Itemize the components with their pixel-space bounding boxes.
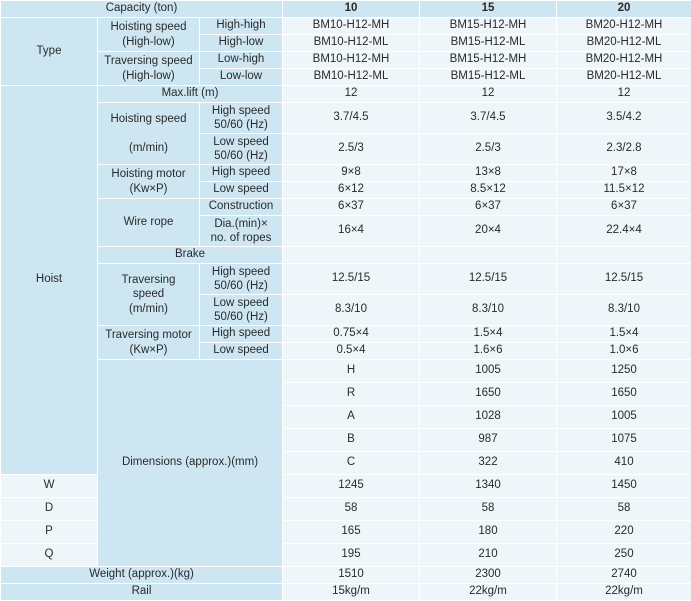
value-cell: 322 (420, 452, 557, 475)
value-cell: 2300 (420, 567, 557, 584)
speed-mode-label (200, 134, 283, 165)
value-cell: 12 (557, 86, 691, 103)
table-row (1, 18, 691, 35)
value-cell: 2740 (557, 567, 691, 584)
value-cell: 58 (283, 498, 420, 521)
dimension-key: D (1, 498, 98, 521)
model-cell: BM20-H12-ML (557, 35, 691, 52)
value-cell: 1.5×4 (420, 326, 557, 343)
table-row (1, 103, 691, 134)
label-line: 50/60 (Hz) (214, 150, 268, 162)
construction-label: Construction (200, 199, 283, 216)
value-cell: 195 (283, 544, 420, 567)
label-line: (Kw×P) (129, 344, 167, 356)
value-cell: 12.5/15 (557, 264, 691, 295)
dia-ropes-label (200, 216, 283, 247)
type-label: Type (1, 18, 98, 86)
value-cell: 6×37 (420, 199, 557, 216)
value-cell: 9×8 (283, 165, 420, 182)
hoist-label: Hoist (1, 86, 98, 475)
model-cell: BM10-H12-ML (283, 69, 420, 86)
dimension-key: B (283, 429, 420, 452)
value-cell: 22kg/m (420, 584, 557, 601)
value-cell: 1650 (420, 383, 557, 406)
max-lift-label: Max.lift (m) (98, 86, 283, 103)
value-cell: 1450 (557, 475, 691, 498)
value-cell (557, 247, 691, 264)
table-row (1, 52, 691, 69)
value-cell: 180 (420, 521, 557, 544)
label-line: Dia.(min)× (214, 218, 267, 230)
value-cell: 12.5/15 (283, 264, 420, 295)
value-cell: 15kg/m (283, 584, 420, 601)
value-cell: 12 (420, 86, 557, 103)
model-cell: BM20-H12-MH (557, 52, 691, 69)
value-cell: 1250 (557, 360, 691, 383)
capacity-value: 20 (557, 1, 691, 18)
value-cell: 3.5/4.2 (557, 103, 691, 134)
speed-mode-label (200, 103, 283, 134)
hoisting-motor-label (98, 165, 200, 199)
value-cell (283, 247, 420, 264)
table-row (1, 584, 691, 601)
model-cell: BM15-H12-ML (420, 69, 557, 86)
value-cell: 1.5×4 (557, 326, 691, 343)
value-cell: 8.3/10 (420, 295, 557, 326)
speed-mode-label: High speed (200, 326, 283, 343)
value-cell: 22.4×4 (557, 216, 691, 247)
value-cell: 20×4 (420, 216, 557, 247)
value-cell: 1.6×6 (420, 343, 557, 360)
table-row (1, 567, 691, 584)
label-line: High speed (212, 266, 270, 278)
label-line: Traversing motor (105, 329, 192, 341)
value-cell: 22kg/m (557, 584, 691, 601)
value-cell: 2.5/3 (283, 134, 420, 165)
value-cell: 8.3/10 (283, 295, 420, 326)
capacity-value: 10 (283, 1, 420, 18)
brake-label: Brake (98, 247, 283, 264)
value-cell: 1005 (420, 360, 557, 383)
value-cell: 16×4 (283, 216, 420, 247)
table-row (1, 86, 691, 103)
table-row (1, 165, 691, 182)
value-cell: 1340 (420, 475, 557, 498)
label-line: 50/60 (Hz) (214, 280, 268, 292)
value-cell: 0.5×4 (283, 343, 420, 360)
rail-label: Rail (1, 584, 283, 601)
type-mode: High-low (200, 35, 283, 52)
label-line: (Kw×P) (129, 183, 167, 195)
traversing-speed-label (98, 264, 200, 326)
value-cell: 1005 (557, 406, 691, 429)
value-cell: 1.0×6 (557, 343, 691, 360)
value-cell: 6×12 (283, 182, 420, 199)
value-cell: 410 (557, 452, 691, 475)
dimension-key: W (1, 475, 98, 498)
value-cell: 210 (420, 544, 557, 567)
header-row (1, 1, 691, 18)
value-cell: 1075 (557, 429, 691, 452)
dimensions-label: Dimensions (approx.)(mm) (98, 360, 283, 567)
label-line: High speed (212, 105, 270, 117)
type-mode: High-high (200, 18, 283, 35)
traversing-motor-label (98, 326, 200, 360)
wire-rope-label: Wire rope (98, 199, 200, 247)
capacity-value: 15 (420, 1, 557, 18)
value-cell: 58 (557, 498, 691, 521)
model-cell: BM20-H12-ML (557, 69, 691, 86)
type-mode: Low-high (200, 52, 283, 69)
label-line: 50/60 (Hz) (214, 119, 268, 131)
model-cell: BM20-H12-MH (557, 18, 691, 35)
value-cell: 12.5/15 (420, 264, 557, 295)
label-line: Hoisting speed (110, 113, 186, 125)
model-cell: BM15-H12-MH (420, 18, 557, 35)
dimension-key: A (283, 406, 420, 429)
hoisting-speed-label (98, 103, 200, 165)
label-line: (High-low) (122, 70, 174, 82)
dimension-key: H (283, 360, 420, 383)
speed-mode-label (200, 295, 283, 326)
value-cell: 2.5/3 (420, 134, 557, 165)
table-row (1, 326, 691, 343)
type-mode: Low-low (200, 69, 283, 86)
value-cell: 8.5×12 (420, 182, 557, 199)
speed-mode-label: Low speed (200, 343, 283, 360)
capacity-label: Capacity (ton) (1, 1, 283, 18)
model-cell: BM10-H12-ML (283, 35, 420, 52)
table-row (1, 199, 691, 216)
type-hoisting-speed-label (98, 18, 200, 52)
model-cell: BM15-H12-ML (420, 35, 557, 52)
value-cell (420, 247, 557, 264)
value-cell: 6×37 (283, 199, 420, 216)
value-cell: 2.3/2.8 (557, 134, 691, 165)
label-line: Hoisting motor (111, 168, 185, 180)
value-cell: 3.7/4.5 (420, 103, 557, 134)
model-cell: BM15-H12-MH (420, 52, 557, 69)
table-row (1, 247, 691, 264)
value-cell: 250 (557, 544, 691, 567)
label-line: Hoisting speed (110, 21, 186, 33)
value-cell: 6×37 (557, 199, 691, 216)
label-line: 50/60 (Hz) (214, 311, 268, 323)
dimension-key: P (1, 521, 98, 544)
value-cell: 987 (420, 429, 557, 452)
dimension-key: C (283, 452, 420, 475)
label-line: (m/min) (129, 142, 168, 154)
label-line: Low speed (213, 136, 269, 148)
label-line: no. of ropes (211, 232, 272, 244)
value-cell: 220 (557, 521, 691, 544)
table-row (1, 264, 691, 295)
value-cell: 1510 (283, 567, 420, 584)
label-line: Low speed (213, 297, 269, 309)
value-cell: 12 (283, 86, 420, 103)
label-line: Traversing (122, 274, 176, 286)
weight-label: Weight (approx.)(kg) (1, 567, 283, 584)
model-cell: BM10-H12-MH (283, 52, 420, 69)
value-cell: 8.3/10 (557, 295, 691, 326)
label-line: Traversing speed (104, 55, 192, 67)
type-traversing-speed-label (98, 52, 200, 86)
value-cell: 0.75×4 (283, 326, 420, 343)
speed-mode-label (200, 264, 283, 295)
label-line: speed (133, 288, 164, 300)
value-cell: 1028 (420, 406, 557, 429)
speed-mode-label: Low speed (200, 182, 283, 199)
label-line: (High-low) (122, 36, 174, 48)
value-cell: 17×8 (557, 165, 691, 182)
dimension-key: Q (1, 544, 98, 567)
speed-mode-label: High speed (200, 165, 283, 182)
table-row (1, 360, 691, 383)
dimension-key: R (283, 383, 420, 406)
value-cell: 165 (283, 521, 420, 544)
value-cell: 1245 (283, 475, 420, 498)
label-line: (m/min) (129, 303, 168, 315)
value-cell: 1650 (557, 383, 691, 406)
value-cell: 11.5×12 (557, 182, 691, 199)
value-cell: 13×8 (420, 165, 557, 182)
value-cell: 3.7/4.5 (283, 103, 420, 134)
value-cell: 58 (420, 498, 557, 521)
model-cell: BM10-H12-MH (283, 18, 420, 35)
